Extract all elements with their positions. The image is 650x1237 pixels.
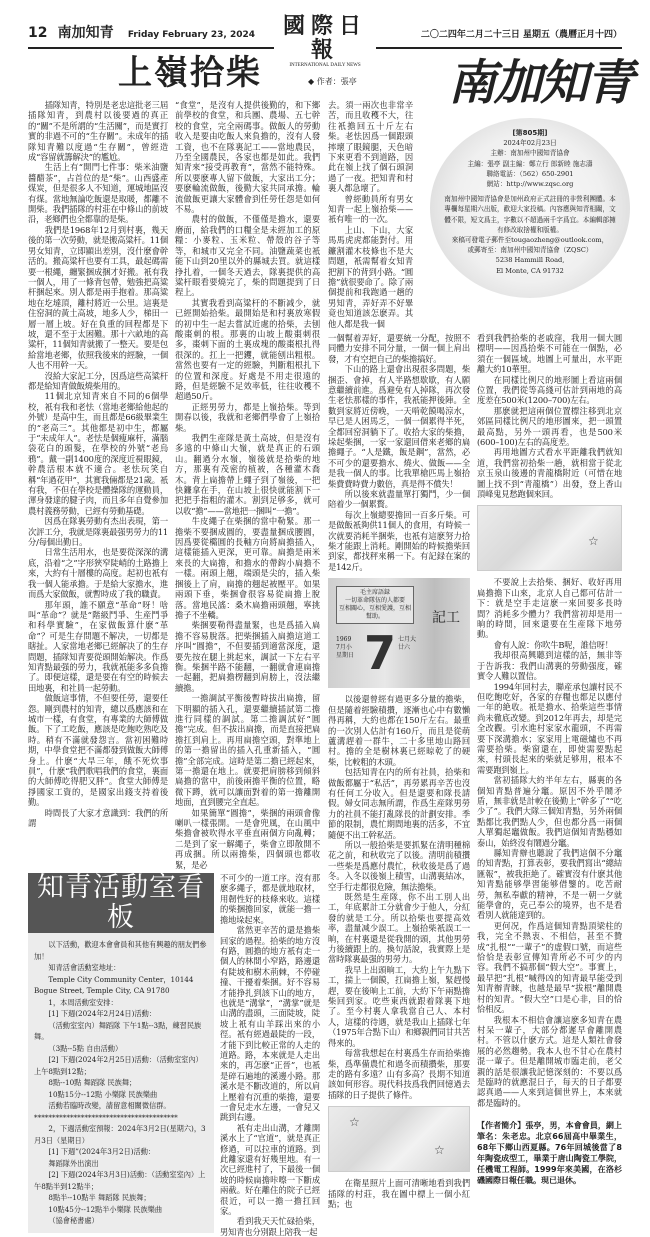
calendar-month: 7月小	[336, 644, 352, 652]
activity-line: （協會秘書處）	[48, 1216, 99, 1226]
column-info-box	[430, 118, 630, 298]
article-paragraph: 正經男勞力，都是上嶺拾柴。等到開春以後，我就和老鄉們學會了上嶺拾柴。	[175, 401, 320, 433]
activity-line: [1] 下週(2024年2月24日)活動：	[48, 1009, 156, 1019]
submission-mail: 或郵寄至：南加州中國知青協會（ZQSC）	[467, 246, 593, 255]
article-column-1	[28, 100, 168, 828]
activity-line: 1，本周活動室安排：	[48, 997, 118, 1007]
article-paragraph: 每當我想起在村裏爲生存而拾柴擔柴，爲準備農忙和過冬而積攢柴，那要走的路有多遠？山有多高？長期不知道該如何形容。現代科技爲我們回憶過去插隊的日子提供了條件。	[328, 1048, 470, 1100]
article-paragraph: 包括知青在内的所有社員，拾柴和做飯都屬于“私活”，再勞累再辛苦也沒有任何工分收入。但是還要和隊長請假。婦女同志無所謂，作爲生産隊男勞力的社員不能打亂隊長的計劃安排。季節的限制，農忙期間地裏的活多，不宜隨便不出工幹私活。	[328, 767, 470, 840]
calendar-day: 7	[364, 626, 397, 681]
date-english: Friday February 23, 2024	[127, 30, 256, 40]
article-paragraph: 以後還曾經有過更多分量的擔柴，但是隨着經驗積攢，逐漸也心中有數懶得再稱，大約也都在150斤左右。最重的一次別人估計有160斤，而且是從萌蘆溝趕着一群牛，二十多里地山路回村。擔的全是樹林裏已經晾乾了的硬柴，比較粗的木頭。	[328, 694, 470, 767]
page-header-left	[28, 22, 255, 42]
activity-line: （3點--5點 自由活動）	[48, 1043, 123, 1053]
activity-board	[28, 873, 214, 1233]
activity-line: [2] 下週(2024年2月25日)活動：（活動室室內）上午8點到12點；	[34, 1055, 203, 1076]
quote-line: 一切革命隊伍的人都要	[344, 597, 405, 605]
article-column-3-top	[328, 100, 413, 329]
article-paragraph: 我們是1968年12月到村裏，幾天後的第一次勞動，就是搬高粱杆。11個男女知青，立即顯出差別，沒什麼會幹活的。搬高粱杆也要有工具，最起碼需要一根繩，纏緊捆成捆才好搬。衹有我一個人，用了一條背包帶，勉強把高粱杆捆起來。別人都是兩手抱着。那高粱地在圪墶頂，離村將近一公里。這裏是住窑洞的黃土高坡，地多人少，梯田一層一層上坡。好在負重的回程都是下坡，還不至于太困難。那十六畝地的高粱杆，11個知青就搬了一整天。要是包給當地老鄉，依照我後來的經驗，一個人也不用幹一天。	[28, 224, 168, 371]
calendar-photo	[328, 578, 470, 688]
activity-line: 2，下週活動室預報：2024年3月2日(星期六)，3月3日（星期日）	[34, 1124, 206, 1145]
activity-line: 10點15分--12點 小樂隊 民族樂曲	[48, 1089, 158, 1099]
article-paragraph: 每次上嶺總要擔回一百多斤柴。可是做飯衹夠供11個人的食用，有時候一次就要消耗半捆柴，也衹有這麽努力拾柴才能跟上消耗。剛開始的時候擔柴回到家，都找秤來稱一下。有記録在案的是142斤。	[328, 509, 470, 572]
activity-line: （活動室室內）舞蹈隊 下午1點--3點，練習民族舞。	[34, 1020, 202, 1042]
article-byline: ◆ 作者：張亭	[308, 77, 357, 86]
activity-line: 以下活動，歡迎本會會員和其他有興趣的朋友們參加！	[34, 940, 207, 961]
article-title: 上嶺拾柴	[118, 53, 262, 93]
page-number: 12	[28, 25, 48, 41]
left-bottom-row	[28, 873, 320, 1237]
article-column-2-continued	[220, 873, 320, 1237]
column-calligraphy-logo: 南加知青	[448, 55, 633, 111]
article-paragraph: 一個幫着弄好，還要統一分配，按照不同體力安排不同分量，一個一個上肩出發，才有空把自己的柴擔搞好。	[328, 332, 470, 364]
article-paragraph: 下山的路上還會出現很多問題，柴捆歪、會掉，有人半路想歇歇，有人願意繼續前進。爲避免有人掉隊，再次發生老怯那樣的事件，我衹能押後陣。全數到家將近傍晚，一天啃乾饃喝涼水，早已是人困馬乏，一個一個累得半死，全都回窑洞躺下了。收拾大家的柴擔，垛起柴捆，一家一家還回借來老鄉的扁擔繩子。“人是鐵，飯是鋼”，當然，必不可少的還要擔水、燒火、做飯——全是我一個人的事。比我單槍匹馬上嶺拾柴費費時費力數倍，真是得不償失！	[328, 364, 470, 489]
newspaper-masthead	[270, 14, 380, 69]
article-paragraph: 我根本不相信會讓這麽多知青在農村呆一輩子，大部分都遲早會離開農村。不管以什麽方式。這是人類社會發展的必然趨勢。我本人也不甘心在農村混一輩子。但是離開城市臨走前，老父親的話是很讓我記憶深刻的：不要以爲是臨時的就應混日子，每天的日子都要認真過——人來到這個世界上，本來就都是臨時的。	[477, 1014, 622, 1108]
article-paragraph: 我却很高興聽到這樣的話，無非等于告訴我：我們山溝裏的勞動强度，確實令人難以置信。	[477, 650, 622, 682]
article-paragraph: 更何况，作爲這個知青點頂梁柱的我，完全不熱衷、不相信，甚至不贊成“扎根”“一輩子”的虚假口號，而這些恰恰是表彰宣傳知青所必不可少的内容。我們不搞那個“假大空”。事實上，最早把“扎根”喊得凶的知青最早能受到知青辦青睞，也越是最早“拔根”離開農村的知青。“假大空”口是心非，目的恰恰相反。	[477, 920, 622, 1015]
paper-name-english: INTERNATIONAL DAILY NEWS	[289, 63, 361, 68]
article-paragraph: 日常生活用水，也是要從深深的溝底，沿着“之”字形狹窄陡峭的土路擔上來，大約有十層樓的高度。起初也衹有我一個人能承擔。于是給大家擔水，進而爲大家做飯，就暫時成了我的職責。	[28, 547, 168, 600]
article-column-2	[175, 100, 320, 870]
activity-line: 舞蹈隊外出演出	[48, 1158, 99, 1168]
activity-line: ****************************************	[34, 1112, 178, 1122]
article-paragraph: 縣知青辦也聽說了我們這個不分竈的知青點，打算表彰，要我們寫出“總結匯報”，被我拒絶了。確實沒有什麽其他知青點能够學習能够借鑒的。吃苦耐勞，無私奉獻的精神，不是一朝一夕就能學會的，克己奉公的境界，也不是看看別人就能達到的。	[477, 848, 622, 921]
article-paragraph: 我早上出頭晌工，大約上午九點下工，揣上一個饃，扛扁擔上嶺，緊趕慢趕，要在後晌上工前，大約下午兩點擔柴回到家。吃些東西就跟着隊裏下地了。至今村裏人拿我當自己人、本村人，這樣的待遇，就是我山上插隊七年（1975年合點下山）和鄉親們同甘共苦得來的。	[328, 964, 470, 1048]
calendar-year-block	[336, 636, 362, 660]
article-column-3	[328, 333, 470, 1209]
quote-line: 互相關心，互相愛護，互相幫助。	[339, 605, 412, 621]
article-paragraph: 所以後來就盡量單打獨鬥，少一個陪着少一個累贅。	[328, 489, 470, 510]
article-paragraph: 插隊知青，特別是老忠這批老三屆插隊知青，到農村以後要過的真正的“關”不是所謂的“生活關”，而是實打實的非過不可的“生存關”。未成年的插隊知青難以度過“生存關”，曾經造成“容留就籌解決”的尷尬。	[28, 100, 168, 163]
quote-panel	[336, 586, 414, 624]
calendar-lunar-day: 廿六	[398, 644, 411, 652]
right-article-block	[328, 100, 622, 1209]
satellite-map	[328, 1106, 470, 1172]
article-paragraph: 曾經動員所有男女知青一起上嶺拾柴——衹有唯一的一次。	[328, 193, 413, 225]
article-paragraph: 生活上有“開門七件事：柴米油鹽醬醋茶”，占首位的是“柴”。山西盛產煤炭，但是很多人不知道，運城地區沒有煤。當地無論吃飯還是取暖，都離不開柴。我們插隊的村莊在中條山的前坡沿，老鄉們也全都靠的是柴。	[28, 162, 168, 225]
star-marker-icon: ☆	[349, 1115, 360, 1130]
submission-email: 來稿可發電子郵件至tougaozheng@outlook.com，	[451, 236, 609, 245]
article-paragraph: 農村的做飯，不僅僅是擔水，還要磨面，給我們的口糧全是未經加工的原糧：小麥粒、玉米粒、帶殼的谷子等等，和城市又完全不同。油鹽蔬菜也衹能下山到20里以外的縣城去買。就這樣挣扎着，一個冬天過去，隊裏提供的高粱杆眼看要燒完了，柴的問題提到了日程上。	[175, 214, 320, 298]
article-paragraph: 一擔調試平衡後暫時拔出扁擔，留下明顯的插入孔，還要繼續插試第二擔進行同樣的調試。第二擔調試好“圓擔”完成。但不拔出扁擔，而是直接把扁擔扛到肩上。再用扁擔空頭，對準地上的第一擔留出的插入孔重新插入，“圓擔”全部完成。這時是第二擔已經起來，第一擔還在地上。就要把肩膀移到傾斜扁擔的當中，前後兩擔平衡的位置，略微下蹲，就可以讓面對着的第一擔離開地面，直到腰完全直起。	[175, 693, 320, 808]
activity-line: 8點半--10點半 舞蹈隊 民族舞；	[48, 1193, 151, 1203]
header-rule	[28, 47, 274, 49]
article-paragraph: 去。須一兩次也非常辛苦，而且收穫不大，往往衹擔回五十斤左右柴。老怯因爲一個跟頭摔壞了眼鏡腿，天色暗下來更看不到道路，因此在嶺上找了個石頭洞過了一夜。把知青和村裏人都急壞了。	[328, 100, 413, 194]
right-top-row	[328, 100, 622, 329]
submission-note: 南加州中國知青協會是加州政府正式註冊的非營利團體。本專欄每星期六出版，歡迎大家投稿。內容應與知青相關，文體不限，短文爲主，字數以不超過兩千字爲宜。本編輯部擁有修改取捨權和版權。	[444, 195, 616, 234]
header-rule	[376, 47, 622, 49]
address-line-2: El Monte, CA 91732	[496, 266, 564, 275]
article-paragraph: 沒給大家記工分，因爲這些高粱杆都是給知青做飯燒柴用的。	[28, 370, 168, 391]
activity-line: 8點--10點 舞蹈隊 民族舞；	[48, 1078, 137, 1088]
website: 網站：http://www.zqsc.org	[486, 180, 574, 189]
notebook-text: 記工	[432, 610, 460, 627]
article-paragraph: 不要說上去拾柴、捆好、收好再用扁擔擔下山來，北京人自己都可估計一下：就是空手走這麽一來回要多長時間？消耗多少體力？我們當初却是用一晌的時間，回來還要在生産隊下地勞動。	[477, 577, 622, 640]
star-marker-icon: ☆	[588, 534, 599, 549]
right-bottom-row	[328, 333, 622, 1209]
calendar-weekday: 星期日	[336, 652, 355, 660]
article-paragraph: 那麽就把這兩個位置標注移到北京郊區同樣比例尺的地形圖來，把一頭置最高點，另外一頭再看，也是500米(600–100)左右的高度差。	[477, 405, 622, 447]
article-paragraph: 11個北京知青來自不同的6個學校，衹有我和老怯（當地老鄉給他起的外號）是高中生，而且都是66級畢業生的“老高三”。其他都是初中生，都屬于“未成年人”。老怯是個瘦麻杆，滿腦袋花白的頭髮，在學校的外號“老烏鴉”。戴一副1400度的深度近視眼鏡，幹農活根本就不適合。老怯玩笑自稱“年過花甲”，其實我倆都是21歲。衹有我，不但在學校是體操隊的運動員，渾身發達的腱子肉，而且多年自覺參加農村義務勞動，已經有勞動基礎。	[28, 391, 168, 516]
activity-line: 10點45分--12點半小樂隊 民族樂曲	[48, 1204, 163, 1214]
activity-board-title: 知青活動室看板	[28, 873, 214, 933]
address-line-1: 5238 Hammill Road,	[495, 256, 565, 265]
contact-phone: 聯絡電話：（562）650-2901	[486, 169, 574, 178]
article-paragraph: 1994年回村去，聯産承包讓村民不但吃飽吃好，各家的存糧也都足以應付一年的絶收。衹是擔水、拾柴這些事情尚未徹底改變。到2012年再去，却是完全改觀。引水進村家家水龍頭，不再需要下深溝擔水；家家用上電磁爐也不再需要拾柴。柴窗還在，即使需要點起來，村頭長起來的柴就足够用，根本不需要跑到嶺上。	[477, 681, 622, 775]
article-paragraph: 我們生産隊是黃土高坡，但是沒有多遠的中條山大嶺，就是真正的石頭山。翻過分水嶺，嶺後就是拾柴的地方，那裏有茂密的植被，各種灌木喬木。背上扁擔帶上繩子到了嶺後，一把快鐮拿在手，在山坡上很快就能割下一把把手指粗的灌木。割到足够多，就可以收“擔”——當地把一捆叫“一擔”。	[175, 433, 320, 516]
author-bio: 【作者簡介】張亭，男，本會會員，網上筆名：朱老忠。北京66屆高中畢業生，68年下鄉山西夏縣。76年回城後當了8年陶瓷成型工，畢業于唐山陶瓷工學院，任機電工程師。1999年來美國，在洛杉磯國際日報任職。現已退休。	[477, 1121, 622, 1186]
article-paragraph: 牛皮繩子在柴捆的當中勒緊。那一擔柴不要捆成圓的，要盡量捆成腰圓，因爲要從橢圓的長軸方向將扁擔插入，這樣能插入更深，更可靠。扁擔是兩米來長的大扁擔，和擔水的帶鈎小扁擔不一樣。兩頭上翹，端頭是尖的，插入柴捆後上了肩，扁擔的翹起被壓平。如果兩頭下垂，柴捆會很容易從扁擔上脫落。當地民謠：桑木扁擔兩頭翹，寧挑擔子不坐轎。	[175, 516, 320, 620]
organizer: 主辦：南加州中國知青協會	[490, 149, 570, 158]
paper-name-chinese: 國際日報	[282, 13, 367, 63]
beijing-map	[477, 505, 622, 571]
article-paragraph: 因爲在隊裏勞動有杰出表現，第一次評工分，我就是隊裏最强男勞力的11分/每個出勤日。	[28, 516, 168, 548]
issue-date: 2024年02月23日	[503, 139, 557, 148]
article-paragraph: 看到我天天忙碌拾柴，男知青也分別跟上陪我一起	[220, 1216, 320, 1237]
activity-line: [1] 下週”(2024年3月2日)活動：	[48, 1147, 156, 1157]
activity-board-body	[28, 933, 214, 1233]
article-paragraph: 既然是生産隊，你不出工別人出工，年底累計工分就會少于他人，分紅發的就是工分。所以拾柴也要提高效率，盡量减少誤工。上嶺拾柴衹誤工一晌，在村裏還是從我開的頭，其他男勞力後續跟上的。換句話說，我實際上是當時隊裏最强的男勞力。	[328, 892, 470, 965]
article-paragraph: 看到我們拾柴的老戚窪，我用一個大圓標明——因爲拾柴不可能在一個點，必須在一個區域。地圖上可量出，水平距離大約10華里。	[477, 332, 622, 375]
article-paragraph: 上山、下山，大家馬馬虎虎都能對付。用鐮割灌木枝條也不是大問題，衹需幫着女知青把割下的背到小路。“圓擔”就很要命了。除了兩個提前和我跑過一趟的男知青，弄好弄不好畢竟也知道該怎麽弄。其他人都是我一個	[328, 224, 414, 329]
article-paragraph: “食堂”，是沒有人提供後勤的，和下鄉前學校的食堂，和兵團、農場、五七幹校的食堂，完全兩碼事。做飯人的勞動收入是要由吃飯人來負擔的，沒有人發工資，也不在隊裏記工——當地農民，乃至全國農民，各家也都是如此。我們知青來“接受再教育”，當然不能特殊。所以要麽專人留下做飯，大家出工分；要麽輪流做飯，後勤大家共同承擔。輪流做飯更讓大家體會到任勞任怨是如何不易。	[175, 100, 320, 215]
calendar-lunar-month: 七月大	[398, 636, 417, 644]
date-chinese: 二〇二四年二月二十三日 星期五（農曆正月十四）	[420, 30, 622, 40]
article-paragraph: 在衛星照片上面可清晰地看到我們插隊的村莊，我在圖中標上一個小紅點；也	[328, 1178, 470, 1209]
article-paragraph: 在同樣比例尺的地形圖上看這兩個位置，我們從等高綫可估計到兩地的高度差在500米(1200–700)左右。	[477, 374, 622, 406]
calendar-lunar-block	[398, 636, 424, 652]
article-paragraph: 會有人說：你吹牛B呢，誰信呀！	[493, 639, 613, 650]
activity-line: [2] 下週(2024年3月3日)活動：（活動室室內）上午8點半到12點半；	[34, 1170, 206, 1191]
quote-title: 毛主席語録	[359, 589, 390, 597]
article-column-4	[477, 333, 622, 1108]
calendar-year: 1969	[336, 636, 352, 644]
activity-line: Temple City Community Center，10144 Bogue Street, Temple City, CA 91780	[34, 974, 194, 996]
article-paragraph: 所以一般拾柴是要抓緊在清明種棉花之前，和秋收完了以後。清明前積攢一些柴是爲應付農忙，秋收後是爲了過冬。入冬以後嶺上積雪，山溝裏結冰，空手行走都很危險，無法擔柴。	[328, 839, 470, 892]
article-paragraph: 如果簡單“圓擔”，柴捆的兩頭會像喇叭一樣張開。一是會兜風，在山風中柴擔會被吹得水平垂直兩個方向亂轉；二是到了家一解繩子，柴會立即散開不再成捆。所以兩擔柴，四個頭也都收緊，是必	[175, 807, 320, 870]
editors: 主編：張亭 副主編：鄭立行 郎新睦 施志濤	[467, 159, 593, 168]
issue-number: [第805期]	[512, 129, 548, 137]
article-column-4-wrapper	[477, 333, 622, 1186]
article-paragraph: 柴捆要勒得盡量緊，也是爲插入扁擔不容易脫落。把柴捆插入扁擔這道工序叫“圓擔”，不但要插到適當深度，還要先按在腿上挑起來，調試一下左右平衡。柴捆半路不能翻，一翻就會連扁擔一起翻，把扁擔楞翻到肩膀上，沒法繼續擔。	[175, 620, 320, 693]
star-marker-icon: ☆	[434, 1143, 445, 1158]
section-name: 南加知青	[57, 25, 114, 41]
article-paragraph: 時間長了大家才意識到：我們的所謂	[28, 807, 168, 829]
article-paragraph: 做飯這事情，不但要任勞，還要任怨。剛到農村的知青，總以爲應該和在城市一樣，有食堂，有專業的大師傅做飯。下了工吃飯，應該是吃飽吃熟吃及時。稍有不滿就發怨言。當初困難時期，中學食堂把不滿都發到做飯大師傅身上。什麽“大旱三年，餓不死炊事員”，什麽“我們歌唱我們的食堂，裏面的大師傅吃得肥又胖”。食堂大師傅是掙國家工資的，是國家出錢支持着後勤。	[28, 693, 168, 808]
article-paragraph: 當初插隊大約半年左右，縣裏的各個知青點普遍分竈。原因不外乎鬧矛盾，無非就是計較在後勤上“幹多了”“吃少了”。我們大隊三個知青點，另外兩個點都比我們點人少，但也都分爲一兩個人單獨起竈做飯。我們這個知青點穩如泰山，始終沒有鬧過分竈。	[477, 775, 622, 848]
article-paragraph: 那年頭，誰不願意“革命”呀！啥叫“革命”？就是“階級鬥爭、生産鬥爭和科學實驗”，在家做飯算什麽“革命”？可是生存問題不解决，一切都是瞎扯。人家當地老鄉已經解决了的生存問題，插隊知青要從頭開始解决。作爲知青點最强的勞力，我就衹能多多負擔了。即便這樣，還是要在有空的時候去田地裏，和社員一起勞動。	[28, 599, 168, 693]
article-paragraph: 當然更辛苦的還是擔柴回家的過程。拾柴的地方沒有路，圓擔的地方衹有走一個人的林間小窄路，路邊還有陡坡和樹木荊棘，不停碰撞、干擾着柴捆。好不容易才能挣扎到該下山的地方，也就是“溝掌”，“溝掌”就是山溝的盡頭，三面陡坡，陡坡上衹有山羊踩出來的小徑。衹有經過最陡的一段，才能下到比較正常的人走的道路。路，本來就是人走出來的，再怎麽“正晉”，也衹是碎石遍地的溪邊小路。那溪水是不斷改道的，所以肩上壓着有沉重的柴擔，還要一會兒走水左邊，一會兒又跳到右邊。	[220, 925, 320, 1123]
left-top-row	[28, 100, 320, 870]
article-paragraph: 再用地圖方式看水平距離我們就知道，我們當初拾柴一趟，就相當于從北京玉泉山後邊的青龍橋附近（可惜在地圖上找不到“青龍橋”）出發，登上香山頂峰鬼見愁跑個來回。	[477, 447, 622, 500]
activity-line: 活動若臨時改變，請留意相關微信群。	[48, 1101, 171, 1111]
article-paragraph: 衹有走出山溝，才離開溪水上了“官道”，就是真正修過，可以拉車的道路。到此離家還有好幾里地。有一次已經進村了，下最後一個坡的時候扁擔咔嚓一下斷成兩截。好在離住的院子已經很近，可以一擔一擔扛回家。	[220, 1122, 320, 1217]
left-article-block	[28, 100, 320, 1237]
activity-line: 知青活會活動室地址：	[48, 963, 121, 973]
article-paragraph: 不可少的一道工序。沒有那麽多繩子，都是就地取材，用韌性好的枝條來收。這樣的柴捆擔回家，就能一擔一擔地垛起來。	[220, 873, 320, 925]
article-paragraph: 其實我看到高粱杆的不斷减少，就已經開始拾柴。最開始是和村裏放寒假的初中生一起去嘗試近處的拾柴，去刨酸棗刺的根。那裏的山坡上酸棗刺很多，棗刺下面的土裏成塊的酸棗根扎得很深的。扛上一把钁，就能刨出粗根。當然也要有一定的經驗，判斷粗根扎下的位置和深度。好處是不用走很遠的路，但是經驗不足效率低，往往收穫不超過50斤。	[175, 297, 320, 402]
